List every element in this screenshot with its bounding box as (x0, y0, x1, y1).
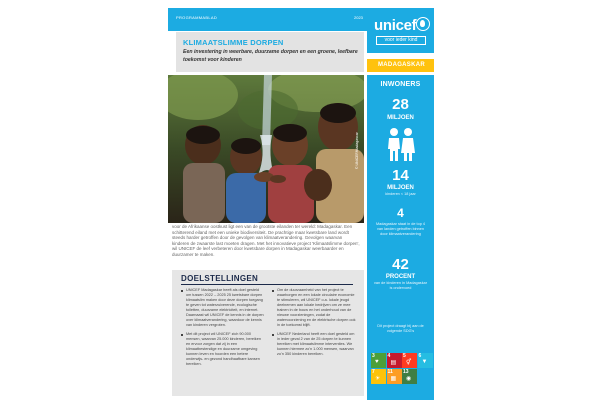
city-icon: ▦ (390, 376, 397, 382)
sdg-tile-3 (371, 353, 386, 368)
goals-column-left (181, 288, 265, 371)
page-title: KLIMAATSLIMME DORPEN (183, 38, 284, 47)
gender-icon: ⚥ (406, 360, 412, 366)
goals-heading: DOELSTELLINGEN (181, 274, 259, 283)
stats-column (367, 75, 434, 400)
unicef-logo (367, 8, 434, 53)
climate-note: Madagaskar staat in de top 4 van landen getroffen binnen door klimaatverandering (376, 222, 425, 236)
goal-item: UNICEF Nederland heeft een doel gesteld om in ieder geval 2 van de 25 dorpen te kunnen bereiken met klimaatslimme interventies. We kunnen hiermee zo'n 1.000 mensen, waarvan zo'n 350 kinderen bereiken. (272, 332, 356, 357)
goals-divider (181, 284, 353, 285)
children-unit: MILJOEN (387, 185, 414, 191)
sdg-number: 13 (403, 369, 409, 375)
education-icon: ▤ (390, 360, 397, 366)
children-number: 14 (392, 167, 409, 184)
sdg-tile-7 (371, 369, 386, 384)
health-icon: ♥ (375, 359, 379, 365)
sdg-tile-5 (402, 353, 417, 368)
stats-heading: INWONERS (380, 81, 421, 88)
sdg-number: 4 (387, 353, 391, 359)
goal-item: UNICEF Madagaskar heeft als doel gesteld om tussen 2022 – 2025 25 kwetsbare dorpen klimaatslim maken door deze dorpen toegang te geven tot waterzuiverende, ecologische toiletten, duurzame elektriciteit, en internet. Daarnaast wil UNICEF de kennis in de dorpen over klimaatverandering, waardoor de kennis van kinderen vergroten. (181, 288, 265, 328)
sdg-note: Dit project draagt bij aan de volgende SDG's (377, 324, 424, 333)
goals-section (172, 270, 364, 396)
children-water-photo (168, 75, 364, 223)
sdg-number: 7 (372, 369, 375, 375)
sdg-tile-13 (402, 369, 417, 384)
sdg-tile-11 (387, 369, 402, 384)
children-note: kinderen < 18 jaar (385, 192, 416, 196)
children-icon (387, 127, 415, 163)
energy-icon: ☀ (375, 376, 381, 382)
sdg-number: 3 (372, 353, 375, 359)
goal-item: Met dit project wil UNICEF zich 90.000 mensen, waarvan 25.000 kinderen, bereiken en ervoor zorgen dat zij in een klimaatbestendige en duurzame omgeving kunnen leven en hoorden een betere onderwijs- en gezond handhaafbare kansen bereiken. (181, 332, 265, 367)
header-year: 2023 (354, 15, 363, 20)
climate-icon: ◉ (406, 376, 412, 382)
sdg-number: 6 (418, 353, 422, 359)
country-banner (367, 59, 434, 72)
population-number: 28 (392, 96, 409, 113)
population-unit: MILJOEN (387, 115, 414, 121)
goal-item: Om de duurzaamheid van het project te waarborgen en een lokale circulaire economie te stimuleren, wil UNICEF o.a. lokale jeugd deelnemen aan lokale bedrijven om ze mee trainen in de bouw en het onderhoud van de nieuwe voorzieningen, zodat de watervoorziening en de elektrische dorpen ook in de toekomst blijft. (272, 288, 356, 328)
logo-wordmark: unicef (374, 17, 417, 34)
title-box (176, 32, 364, 72)
page-subtitle: Een investering in weerbare, duurzame dorpen en een groene, leefbare toekomst voor kinderen (183, 49, 358, 63)
logo-tagline: voor ieder kind (376, 36, 426, 45)
climate-rank-number: 4 (397, 206, 404, 220)
sdg-number: 11 (387, 369, 393, 375)
sdg-tile-4 (387, 353, 402, 368)
hero-photo (168, 75, 364, 223)
unicef-emblem-icon (416, 17, 430, 31)
intro-paragraph: voor de Afrikaanse oostkust ligt een van de grootste eilanden ter wereld: Madagaskar. Een schitterend eiland met een unieke biodiversiteit. De prachtige maar kwetsbare land wordt steeds harder getroffen door de gevolgen van klimaatverandering. Gevolgen waarvan kinderen de zwaarste last moeten dragen. Met het innovatieve project 'Klimaatslimme dorpen', wil UNICEF de leef verbeteren door kwetsbare dorpen in Madagaskar weerbaarder en duurzamer te maken. (172, 224, 360, 257)
poverty-note: van de kinderen in Madagaskar is ondervoed (374, 281, 427, 290)
photo-credit: © UNICEF/Madagascar (355, 132, 359, 169)
poverty-number: 42 (392, 256, 409, 273)
poverty-unit: PROCENT (385, 274, 416, 280)
water-icon: ▼ (421, 359, 428, 365)
sdg-number: 5 (403, 353, 406, 359)
header-label: PROGRAMMABLAD (176, 15, 218, 20)
goals-column-right (272, 288, 356, 361)
factsheet-page (168, 8, 434, 400)
sdg-tile-6 (418, 353, 433, 368)
country-name: MADAGASKAR (378, 62, 425, 68)
